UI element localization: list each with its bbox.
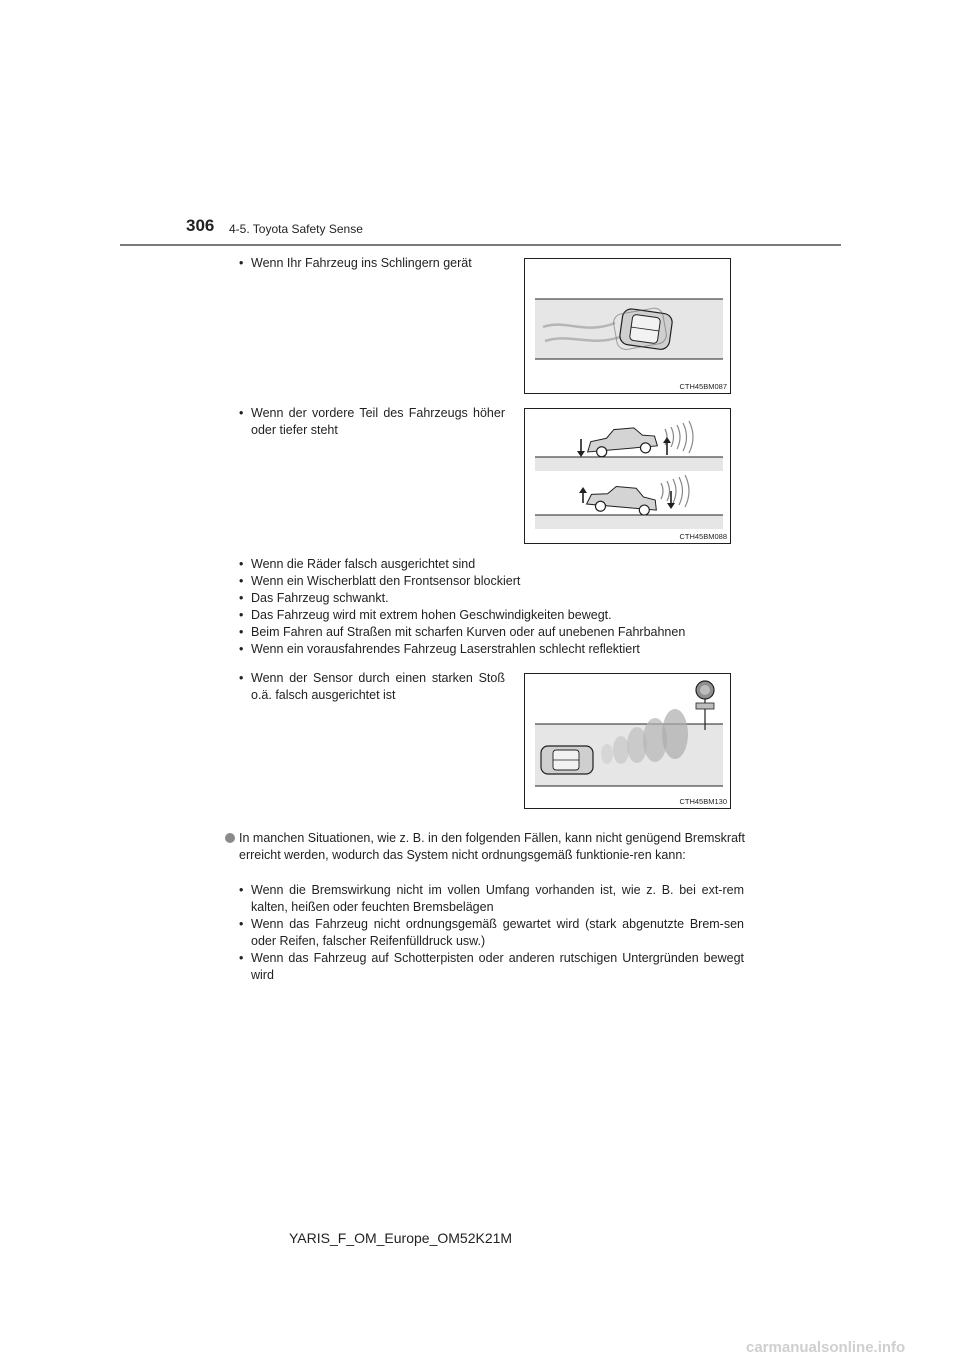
bullet-curves: • Beim Fahren auf Straßen mit scharfen Kurven oder auf unebenen Fahrbahnen [239, 625, 686, 639]
note-bullet-icon [225, 833, 235, 843]
watermark: carmanualsonline.info [746, 1339, 906, 1356]
bullet-maintenance: • Wenn das Fahrzeug nicht ordnungsgemäß gewartet wird (stark abgenutzte Brem-sen oder Reifen, falscher Reifenfülldruck usw.) [239, 917, 744, 948]
bullet-wheels: • Wenn die Räder falsch ausgerichtet sind [239, 557, 476, 571]
front-height-illustration [525, 409, 732, 545]
note-braking-force: In manchen Situationen, wie z. B. in den folgenden Fällen, kann nicht genügend Bremskraft erreicht werden, wodurch das System nicht ordnungsgemäß funktionie-ren kann: [225, 830, 745, 864]
bullet-sensor-misaligned: • Wenn der Sensor durch einen starken Stoß o.ä. falsch ausgerichtet ist [239, 671, 505, 702]
skidding-car-illustration [525, 259, 732, 395]
sensor-misaligned-illustration [525, 674, 732, 810]
figure-sensor-misaligned [524, 673, 731, 809]
section-title: 4-5. Toyota Safety Sense [229, 222, 363, 236]
bullet-skidding: • Wenn Ihr Fahrzeug ins Schlingern gerät [239, 256, 472, 270]
bullet-gravel: • Wenn das Fahrzeug auf Schotterpisten oder anderen rutschigen Untergründen bewegt wird [239, 951, 744, 982]
document-code: YARIS_F_OM_Europe_OM52K21M [289, 1230, 513, 1246]
figure-code: CTH45BM088 [679, 532, 727, 541]
figure-skidding-car [524, 258, 731, 394]
bullet-front-height: • Wenn der vordere Teil des Fahrzeugs höher oder tiefer steht [239, 406, 505, 437]
bullet-swaying: • Das Fahrzeug schwankt. [239, 591, 389, 605]
bullet-laser-reflect: • Wenn ein vorausfahrendes Fahrzeug Laserstrahlen schlecht reflektiert [239, 642, 640, 656]
figure-code: CTH45BM130 [679, 797, 727, 806]
header-divider [120, 244, 841, 246]
bullet-wiper: • Wenn ein Wischerblatt den Frontsensor blockiert [239, 574, 521, 588]
bullet-brake-pads: • Wenn die Bremswirkung nicht im vollen Umfang vorhanden ist, wie z. B. bei ext-rem kalten, heißen oder feuchten Bremsbelägen [239, 883, 744, 914]
bullet-high-speed: • Das Fahrzeug wird mit extrem hohen Geschwindigkeiten bewegt. [239, 608, 612, 622]
page-number: 306 [186, 216, 215, 235]
figure-code: CTH45BM087 [679, 382, 727, 391]
figure-front-height [524, 408, 731, 544]
